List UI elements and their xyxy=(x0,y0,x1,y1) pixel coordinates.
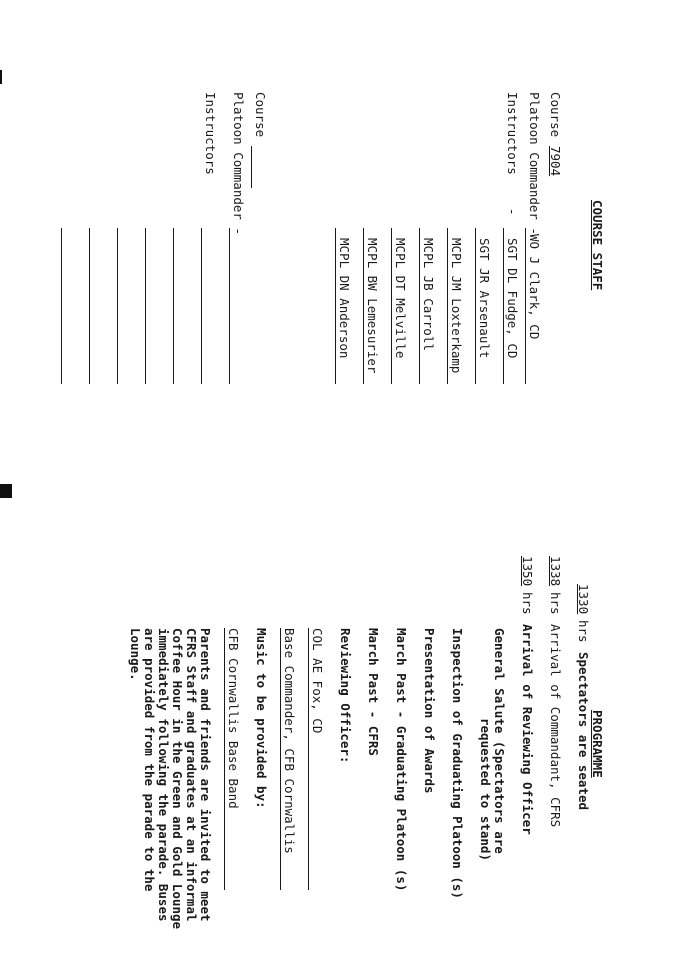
instructor-7-line xyxy=(335,228,336,384)
platoon-commander-label: Platoon Commander - xyxy=(527,92,542,235)
instructor-4: MCPL JB Carroll xyxy=(421,238,436,351)
item-arrival-commandant: Arrival of Commandant, CFRS xyxy=(548,624,563,828)
item-general-salute: General Salute (Spectators are xyxy=(492,628,507,854)
item-general-salute-cont: requested to stand) xyxy=(478,718,493,861)
item-awards: Presentation of Awards xyxy=(422,628,437,794)
punch-mark-right xyxy=(0,484,12,498)
platoon-commander-line xyxy=(525,228,526,384)
course-staff-heading: COURSE STAFF xyxy=(590,200,605,291)
instructor-7: MCPL DN Anderson xyxy=(337,238,352,359)
instructor-6: MCPL BW Lemesurier xyxy=(365,238,380,374)
instructor-4-line xyxy=(419,228,420,384)
item-spectators-seated: Spectators are seated xyxy=(576,652,591,811)
time-1330: 1330 xyxy=(576,584,591,615)
blank-course-label: Course xyxy=(253,92,268,138)
hrs-3: hrs xyxy=(520,592,535,615)
reviewing-officer-title-line xyxy=(280,628,281,890)
instructor-2-line xyxy=(475,228,476,384)
blank-instructor-line-1 xyxy=(201,228,202,384)
blank-instructor-line-5 xyxy=(89,228,90,384)
time-1338: 1338 xyxy=(548,556,563,587)
instructor-5-line xyxy=(391,228,392,384)
item-march-past-cfrs: March Past - CFRS xyxy=(366,628,381,756)
hrs-1: hrs xyxy=(576,620,591,643)
reviewing-officer-title: Base Commander, CFB Cornwallis xyxy=(282,628,297,854)
coffee-hour-note: Parents and friends are invited to meet CFRS Staff and graduates at an informal Coffee Hour in the Green and Gold Lounge immediately following the parade. Buses are provided from the parade to the Lounge. xyxy=(128,628,213,930)
reviewing-officer-label: Reviewing Officer: xyxy=(338,628,353,764)
blank-platoon-commander-label: Platoon Commander - xyxy=(231,92,246,235)
blank-instructor-line-2 xyxy=(173,228,174,384)
instructor-1: SGT DL Fudge, CD xyxy=(505,238,520,359)
blank-course-line xyxy=(251,146,252,188)
item-arrival-reviewing-officer: Arrival of Reviewing Officer xyxy=(520,624,535,835)
instructor-2: SGT JR Arsenault xyxy=(477,238,492,359)
instructors-dash: - xyxy=(505,208,520,216)
instructor-5: MCPL DT Melville xyxy=(393,238,408,359)
music-band: CFB Cornwallis Base Band xyxy=(226,628,241,809)
blank-instructor-line-4 xyxy=(117,228,118,384)
instructor-6-line xyxy=(363,228,364,384)
course-label: Course xyxy=(548,92,563,138)
time-1350: 1350 xyxy=(520,556,535,587)
item-inspection: Inspection of Graduating Platoon (s) xyxy=(450,628,465,899)
blank-instructor-line-3 xyxy=(145,228,146,384)
programme-heading: PROGRAMME xyxy=(590,710,605,778)
music-band-line xyxy=(224,628,225,890)
instructors-label: Instructors xyxy=(505,92,520,175)
course-number: 7904 xyxy=(548,146,563,177)
blank-instructor-line-6 xyxy=(61,228,62,384)
instructor-3-line xyxy=(447,228,448,384)
instructor-1-line xyxy=(503,228,504,384)
reviewing-officer-name: COL AE Fox, CD xyxy=(310,628,325,734)
blank-instructors-label: Instructors xyxy=(203,92,218,175)
instructor-3: MCPL JM Loxterkamp xyxy=(449,238,464,374)
reviewing-officer-name-line xyxy=(308,628,309,890)
platoon-commander-name: WO J Clark, CD xyxy=(527,234,542,340)
hrs-2: hrs xyxy=(548,592,563,615)
music-label: Music to be provided by: xyxy=(254,628,269,809)
punch-mark-left xyxy=(0,70,2,84)
blank-platoon-commander-line xyxy=(229,228,230,384)
item-march-past-grad: March Past - Graduating Platoon (s) xyxy=(394,628,409,892)
